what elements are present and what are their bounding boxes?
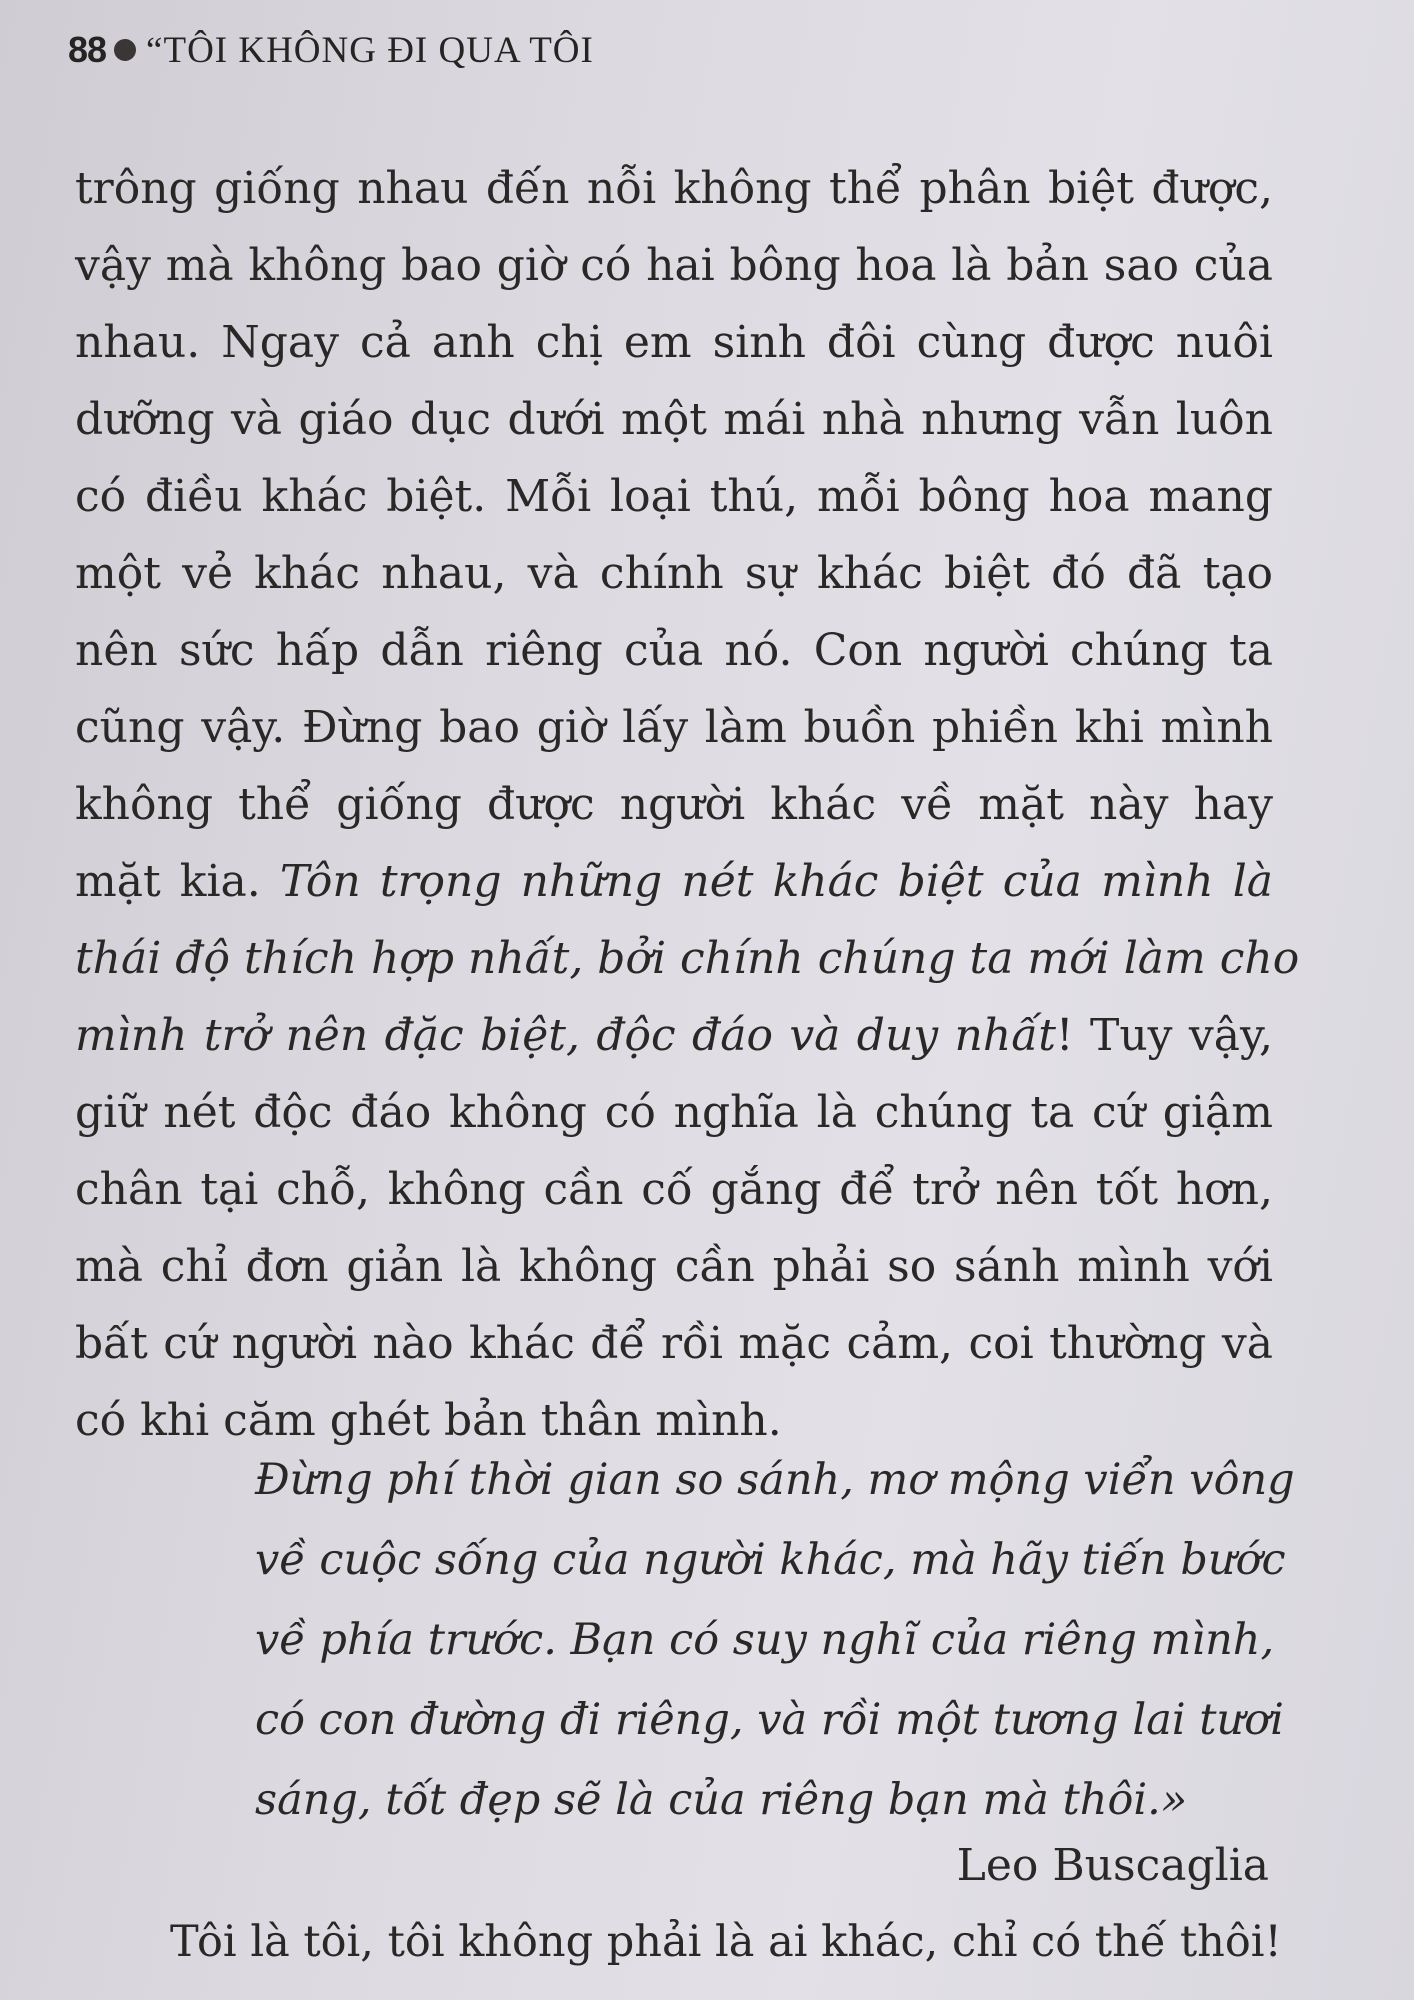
body-text-plain: mặt kia. (75, 856, 280, 907)
body-line: nhau. Ngay cả anh chị em sinh đôi cùng được nuôi (75, 317, 1273, 368)
quote-author: Leo Buscaglia (956, 1840, 1269, 1891)
body-paragraph (75, 150, 1300, 1459)
body-line: trông giống nhau đến nỗi không thể phân biệt được, (75, 163, 1273, 214)
closing-line: Tôi là tôi, tôi không phải là ai khác, chỉ có thế thôi! (170, 1917, 1282, 1967)
body-line: không thể giống được người khác về mặt này hay (75, 779, 1273, 830)
body-line-mixed (75, 997, 1273, 1074)
body-line: một vẻ khác nhau, và chính sự khác biệt đó đã tạo (75, 548, 1273, 599)
quote-line: về phía trước. Bạn có suy nghĩ của riêng mình, (255, 1615, 1275, 1665)
bullet-dot-icon (114, 39, 136, 61)
body-line-mixed (75, 843, 1273, 920)
body-line: bất cứ người nào khác để rồi mặc cảm, coi thường và (75, 1318, 1273, 1369)
body-line-italic: thái độ thích hợp nhất, bởi chính chúng ta mới làm cho (75, 933, 1300, 984)
body-line: giữ nét độc đáo không có nghĩa là chúng ta cứ giậm (75, 1087, 1273, 1138)
running-header (68, 20, 594, 80)
quote-line: Đừng phí thời gian so sánh, mơ mộng viển vông (255, 1455, 1295, 1505)
page-number: 88 (68, 29, 107, 70)
body-line: mà chỉ đơn giản là không cần phải so sánh mình với (75, 1241, 1273, 1292)
quote-line: sáng, tốt đẹp sẽ là của riêng bạn mà thôi.» (255, 1775, 1188, 1825)
block-quote (255, 1440, 1295, 1840)
body-line: có khi căm ghét bản thân mình. (75, 1395, 782, 1446)
body-line: dưỡng và giáo dục dưới một mái nhà nhưng vẫn luôn (75, 394, 1273, 445)
body-line: có điều khác biệt. Mỗi loại thú, mỗi bông hoa mang (75, 471, 1273, 522)
body-line: cũng vậy. Đừng bao giờ lấy làm buồn phiền khi mình (75, 702, 1273, 753)
body-line: nên sức hấp dẫn riêng của nó. Con người chúng ta (75, 625, 1273, 676)
body-line: chân tại chỗ, không cần cố gắng để trở nên tốt hơn, (75, 1164, 1273, 1215)
body-text-italic: Tôn trọng những nét khác biệt của mình là (279, 856, 1274, 907)
body-text-italic: mình trở nên đặc biệt, độc đáo và duy nhất (75, 1010, 1056, 1061)
quote-line: có con đường đi riêng, và rồi một tương lai tươi (255, 1695, 1284, 1745)
running-title: “TÔI KHÔNG ĐI QUA TÔI (146, 29, 594, 71)
body-text-plain: ! Tuy vậy, (1055, 1010, 1273, 1061)
quote-line: về cuộc sống của người khác, mà hãy tiến bước (255, 1535, 1286, 1585)
body-line: vậy mà không bao giờ có hai bông hoa là bản sao của (75, 240, 1273, 291)
